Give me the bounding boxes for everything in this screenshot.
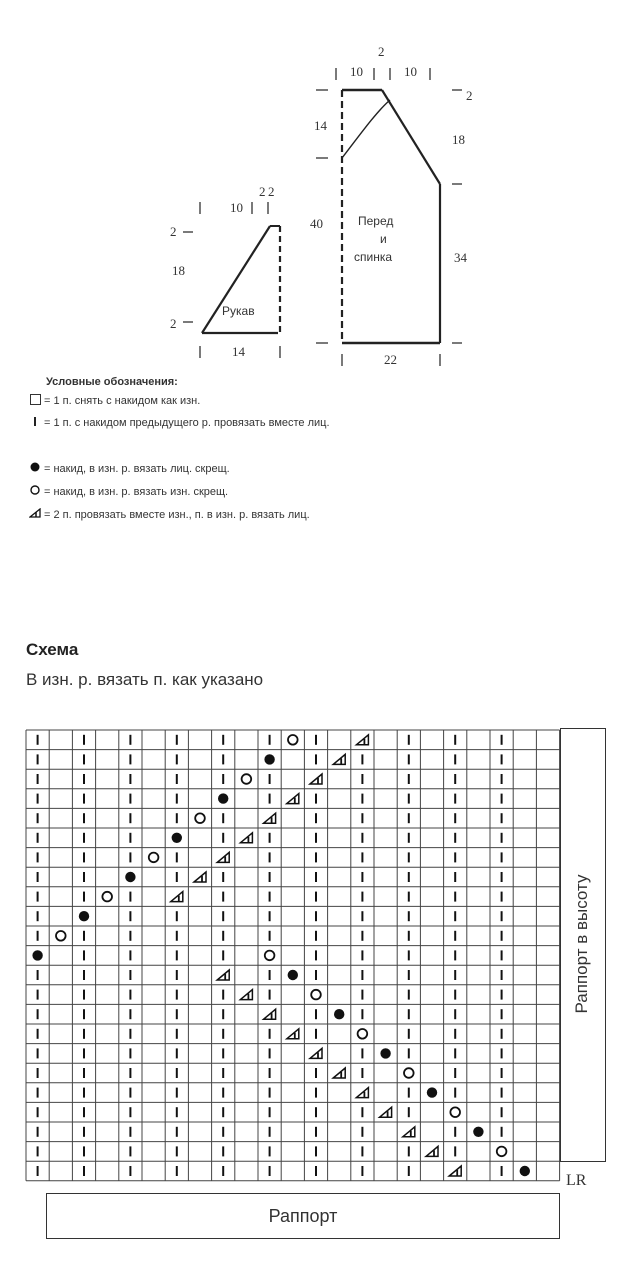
open-circle-symbol: [265, 951, 275, 961]
triangle-symbol: [403, 1127, 415, 1137]
triangle-symbol: [449, 1166, 461, 1176]
filled-circle-symbol: [125, 872, 135, 882]
filled-circle-symbol: [288, 970, 298, 980]
triangle-symbol: [356, 1088, 368, 1098]
sleeve-height-bottom: 2: [170, 316, 177, 331]
filled-circle-symbol: [218, 793, 228, 803]
open-circle-symbol: [311, 990, 321, 1000]
body-top-left: 10: [350, 64, 363, 79]
open-circle-symbol: [358, 1029, 368, 1039]
body-top-right: 10: [404, 64, 417, 79]
filled-circle-symbol: [380, 1048, 390, 1058]
rapport-label: Раппорт: [268, 1205, 338, 1226]
open-circle-symbol: [288, 735, 298, 745]
triangle-symbol: [426, 1146, 438, 1156]
legend-item: = 1 п. снять с накидом как изн.: [26, 394, 424, 410]
filled-circle-symbol: [427, 1087, 437, 1097]
filled-circle-symbol: [473, 1127, 483, 1137]
triangle-symbol: [171, 892, 183, 902]
filled-circle-symbol: [334, 1009, 344, 1019]
triangle-symbol: [287, 794, 299, 804]
body-left-mid: 40: [310, 216, 323, 231]
body-bottom: 22: [384, 352, 397, 367]
triangle-symbol: [380, 1107, 392, 1117]
body-right-bottom: 34: [454, 250, 467, 265]
rapport-box: [46, 1193, 560, 1239]
triangle-symbol: [240, 833, 252, 843]
open-circle-symbol: [195, 813, 205, 823]
triangle-symbol: [356, 735, 368, 745]
triangle-symbol: [310, 774, 322, 784]
open-circle-symbol: [242, 774, 252, 784]
filled-circle-symbol: [79, 911, 89, 921]
sleeve-width-top-small-2: 2: [268, 184, 275, 199]
open-circle-symbol: [497, 1147, 507, 1157]
body-left-top: 14: [314, 118, 327, 133]
body-right-mid: 18: [452, 132, 465, 147]
legend-item: = накид, в изн. р. вязать изн. скрещ.: [26, 485, 424, 500]
triangle-symbol: [310, 1048, 322, 1058]
triangle-symbol: [240, 990, 252, 1000]
open-circle-symbol: [56, 931, 66, 941]
filled-circle-symbol: [32, 950, 42, 960]
filled-circle-symbol: [520, 1166, 530, 1176]
filled-circle-symbol: [172, 833, 182, 843]
sleeve-width-bottom: 14: [232, 344, 245, 359]
triangle-symbol: [264, 813, 276, 823]
sleeve-height-top: 2: [170, 224, 177, 239]
triangle-symbol: [333, 1068, 345, 1078]
legend-item: = 1 п. с накидом предыдущего р. провязать вместе лиц.: [26, 416, 424, 432]
triangle-symbol: [287, 1029, 299, 1039]
triangle-symbol: [264, 1009, 276, 1019]
open-circle-symbol: [404, 1068, 414, 1078]
body-right-top: 2: [466, 88, 473, 103]
body-top-mid: 2: [378, 44, 385, 59]
scheme-subtitle: В изн. р. вязать п. как указано: [26, 670, 264, 689]
legend-title: Условные обозначения:: [46, 376, 178, 388]
triangle-symbol: [217, 852, 229, 862]
body-label-1: Перед: [358, 214, 394, 228]
scheme-title: Схема: [26, 640, 79, 659]
open-circle-symbol: [149, 853, 159, 863]
body-label-2: и: [380, 232, 387, 246]
triangle-symbol: [333, 754, 345, 764]
triangle-symbol: [217, 970, 229, 980]
triangle-symbol: [194, 872, 206, 882]
sleeve-label: Рукав: [222, 304, 255, 318]
legend-item: = 2 п. провязать вместе изн., п. в изн. р. вязать лиц.: [26, 508, 424, 523]
open-circle-symbol: [102, 892, 112, 902]
lr-label: LR: [566, 1172, 587, 1189]
open-circle-symbol: [450, 1107, 460, 1117]
body-label-3: спинка: [354, 250, 393, 264]
sleeve-height-mid: 18: [172, 263, 185, 278]
sleeve-width-top: 10: [230, 200, 243, 215]
filled-circle-symbol: [264, 754, 274, 764]
legend-item: = накид, в изн. р. вязать лиц. скрещ.: [26, 462, 424, 477]
sleeve-width-top-small: 2: [259, 184, 266, 199]
height-rapport-label: Раппорт в высоту: [572, 874, 591, 1014]
